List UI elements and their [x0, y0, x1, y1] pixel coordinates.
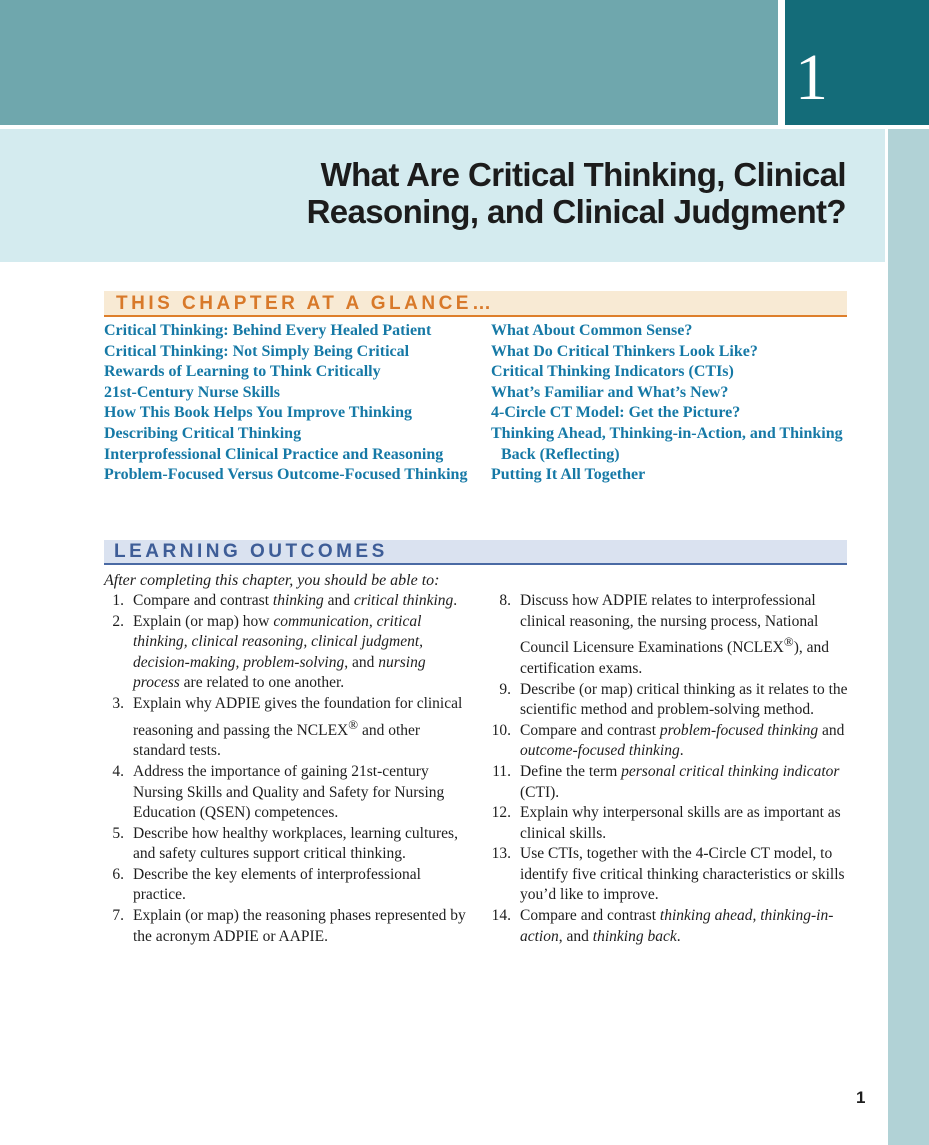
glance-item[interactable]: How This Book Helps You Improve Thinking: [104, 404, 412, 422]
glance-item[interactable]: 4-Circle CT Model: Get the Picture?: [491, 404, 741, 422]
outcome-number: 6.: [112, 865, 124, 883]
chapter-title-line-1: What Are Critical Thinking, Clinical: [320, 156, 846, 193]
outcome-text: Use CTIs, together with the 4-Circle CT model, to identify five critical thinking characteristics or skills you’d like to improve.: [520, 845, 845, 904]
outcome-text: Describe the key elements of interprofessional practice.: [133, 865, 421, 904]
chapter-title-line-2: Reasoning, and Clinical Judgment?: [306, 193, 846, 230]
outcome-text: Explain (or map) how communication, critical thinking, clinical reasoning, clinical judgment, decision-making, problem-solving, and nursing process are related to one another.: [133, 612, 426, 692]
outcome-number: 2.: [112, 612, 124, 630]
glance-item[interactable]: Putting It All Together: [491, 466, 646, 484]
chapter-title: [250, 156, 846, 230]
outcome-number: 5.: [112, 824, 124, 842]
outcome-text: Describe how healthy workplaces, learning cultures, and safety cultures support critical thinking.: [133, 824, 458, 863]
glance-item[interactable]: What Do Critical Thinkers Look Like?: [491, 342, 758, 360]
glance-item[interactable]: Problem-Focused Versus Outcome-Focused Thinking: [104, 466, 468, 484]
outcome-text: Compare and contrast thinking ahead, thinking-in-action, and thinking back.: [520, 907, 834, 945]
glance-left-column: [104, 321, 484, 486]
outcome-number: 7.: [112, 907, 124, 925]
outcome-item: [104, 906, 476, 947]
outcome-item: [491, 762, 851, 803]
outcome-item: [491, 906, 851, 947]
outcome-item: [491, 803, 851, 844]
glance-item[interactable]: Critical Thinking Indicators (CTIs): [491, 363, 734, 381]
outcomes-label: LEARNING OUTCOMES: [114, 541, 388, 562]
outcome-number: 12.: [491, 804, 511, 822]
outcome-item: [104, 762, 476, 824]
outcome-text: Compare and contrast thinking and critical thinking.: [133, 592, 458, 609]
glance-header: [104, 291, 847, 317]
outcome-number: 1.: [112, 592, 124, 609]
outcomes-left-column: [104, 591, 476, 947]
outcome-number: 9.: [499, 680, 511, 698]
outcome-item: [491, 721, 851, 762]
top-color-band: [0, 0, 778, 125]
outcome-item: [104, 865, 476, 906]
outcome-text: Address the importance of gaining 21st-century Nursing Skills and Quality and Safety for Nursing Education (QSEN) competences.: [133, 762, 445, 822]
outcome-text: Describe (or map) critical thinking as it relates to the scientific method and problem-solving method.: [520, 680, 848, 719]
outcomes-header: [104, 540, 847, 565]
glance-label: THIS CHAPTER AT A GLANCE…: [116, 293, 495, 314]
glance-item[interactable]: Critical Thinking: Behind Every Healed Patient: [104, 322, 432, 339]
outcome-text: Define the term personal critical thinking indicator (CTI).: [520, 762, 840, 801]
right-margin-strip: [888, 129, 929, 1145]
glance-item[interactable]: Describing Critical Thinking: [104, 424, 302, 442]
outcome-number: 14.: [491, 907, 511, 925]
outcome-item: [104, 824, 476, 865]
outcome-item: [104, 694, 476, 762]
outcome-number: 4.: [112, 762, 124, 780]
outcome-number: 3.: [112, 694, 124, 712]
outcome-number: 13.: [491, 845, 511, 863]
outcome-item: [491, 844, 851, 906]
glance-item[interactable]: Critical Thinking: Not Simply Being Critical: [104, 342, 410, 360]
band-gap: [778, 0, 785, 125]
glance-item[interactable]: Thinking Ahead, Thinking-in-Action, and Thinking Back (Reflecting): [491, 424, 843, 463]
outcome-text: Compare and contrast problem-focused thinking and outcome-focused thinking.: [520, 721, 845, 760]
glance-right-column: [491, 321, 847, 486]
glance-item[interactable]: 21st-Century Nurse Skills: [104, 383, 281, 401]
outcome-text: Explain why interpersonal skills are as important as clinical skills.: [520, 804, 841, 842]
outcome-item: [491, 591, 851, 680]
page-number: 1: [856, 1088, 866, 1107]
outcomes-intro: After completing this chapter, you should be able to:: [104, 572, 440, 589]
outcome-number: 10.: [491, 721, 511, 739]
outcome-item: [491, 680, 851, 721]
outcome-item: [104, 591, 476, 612]
outcome-text: Discuss how ADPIE relates to interprofessional clinical reasoning, the nursing process, National Council Licensure Examinations (NCLEX®), and certification exams.: [520, 592, 829, 677]
outcome-number: 8.: [499, 592, 511, 609]
outcomes-right-column: [491, 591, 851, 947]
outcome-text: Explain (or map) the reasoning phases represented by the acronym ADPIE or AAPIE.: [133, 907, 466, 945]
outcome-text: Explain why ADPIE gives the foundation for clinical reasoning and passing the NCLEX® and other standard tests.: [133, 694, 463, 760]
glance-item[interactable]: Interprofessional Clinical Practice and Reasoning: [104, 445, 444, 463]
outcome-item: [104, 612, 476, 694]
glance-item[interactable]: What’s Familiar and What’s New?: [491, 383, 729, 401]
chapter-number: 1: [795, 41, 828, 114]
glance-item[interactable]: What About Common Sense?: [491, 322, 693, 339]
glance-item[interactable]: Rewards of Learning to Think Critically: [104, 363, 381, 381]
outcome-number: 11.: [492, 762, 511, 780]
